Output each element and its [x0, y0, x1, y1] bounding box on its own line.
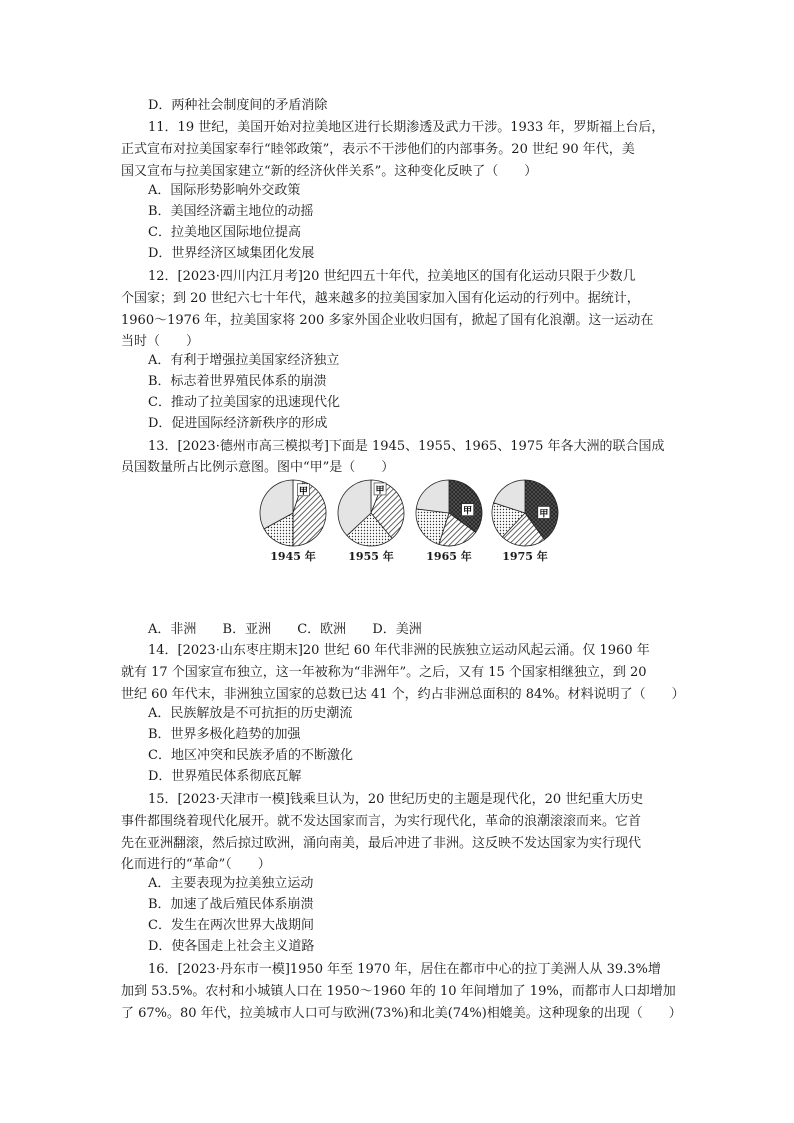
q11-option-a: A．国际形势影响外交政策	[148, 183, 301, 198]
q13-option-c: C．欧洲	[297, 622, 347, 637]
q15-stem-line-2: 事件都围绕着现代化展开。就不发达国家而言，为实行现代化，革命的浪潮滚滚而来。它首	[121, 814, 642, 829]
q12-option-b: B．标志着世界殖民体系的崩溃	[148, 374, 327, 389]
pie-1945-chart	[258, 478, 328, 548]
pie-1945-caption: 1945 年	[270, 550, 316, 563]
q15-option-d: D．使各国走上社会主义道路	[148, 939, 315, 954]
pie-label-jia	[297, 484, 309, 497]
q15-option-a: A．主要表现为拉美独立运动	[148, 876, 314, 891]
q12-option-c: C．推动了拉美国家的迅速现代化	[148, 395, 340, 410]
q11-stem-line-2: 正式宣布对拉美国家奉行“睦邻政策”，表示不干涉他们的内部事务。20 世纪 90 年代，美	[121, 142, 635, 157]
q14-option-c: C．地区冲突和民族矛盾的不断激化	[148, 748, 353, 763]
pie-1975	[490, 478, 560, 570]
q14-option-d: D．世界殖民体系彻底瓦解	[148, 769, 302, 784]
q12-option-d: D．促进国际经济新秩序的形成	[148, 416, 328, 431]
q11-stem-line-3: 国又宣布与拉美国家建立“新的经济伙伴关系”。这种变化反映了（ ）	[121, 164, 538, 179]
q10-option-d: D．两种社会制度间的矛盾消除	[148, 98, 328, 113]
q11-option-d: D．世界经济区域集团化发展	[148, 246, 315, 261]
pie-label-jia	[538, 506, 550, 519]
pie-1955-caption: 1955 年	[348, 550, 394, 563]
q14-option-b: B．世界多极化趋势的加强	[148, 727, 301, 742]
q12-stem-line-3: 1960～1976 年，拉美国家将 200 多家外国企业收归国有，掀起了国有化浪潮。这一运动在	[121, 313, 654, 328]
pie-label-jia	[462, 504, 474, 517]
pie-1955	[336, 478, 406, 570]
svg-text:甲: 甲	[539, 509, 549, 520]
q12-stem-line-2: 个国家；到 20 世纪六七十年代，越来越多的拉美国家加入国有化运动的行列中。据统计，	[121, 291, 640, 306]
q13-stem-line-2: 员国数量所占比例示意图。图中“甲”是（ ）	[121, 460, 395, 475]
q15-stem-line-1: 15．[2023·天津市一模]钱乘旦认为，20 世纪历史的主题是现代化，20 世纪重大历史	[148, 792, 644, 807]
q16-stem-line-2: 加到 53.5%。农村和小城镇人口在 1950～1960 年的 10 年间增加了 19%，而都市人口却增加	[121, 984, 676, 999]
pie-1965-chart	[414, 478, 484, 548]
pie-label-jia	[374, 483, 386, 496]
q15-option-c: C．发生在两次世界大战期间	[148, 918, 314, 933]
pie-1945	[258, 478, 328, 570]
q15-option-b: B．加速了战后殖民体系崩溃	[148, 897, 314, 912]
pie-1975-chart	[490, 478, 560, 548]
svg-text:甲: 甲	[298, 486, 308, 497]
q12-stem-line-1: 12．[2023·四川内江月考]20 世纪四五十年代，拉美地区的国有化运动只限于少数几	[148, 269, 636, 284]
q11-option-b: B．美国经济霸主地位的动摇	[148, 204, 314, 219]
q13-option-a: A．非洲	[148, 622, 197, 637]
q12-stem-line-4: 当时（ ）	[121, 334, 200, 349]
q11-stem-line-1: 11．19 世纪，美国开始对拉美地区进行长期渗透及武力干涉。1933 年，罗斯福上台后，	[148, 120, 665, 135]
q14-option-a: A．民族解放是不可抗拒的历史潮流	[148, 706, 353, 721]
q11-option-c: C．拉美地区国际地位提高	[148, 225, 301, 240]
pie-1975-caption: 1975 年	[502, 550, 548, 563]
q16-stem-line-3: 了 67%。80 年代，拉美城市人口可与欧洲(73%)和北美(74%)相媲美。这种现象的出现（ ）	[121, 1006, 682, 1021]
pie-1965	[414, 478, 484, 570]
q16-stem-line-1: 16．[2023·丹东市一模]1950 年至 1970 年，居住在都市中心的拉丁美洲人从 39.3%增	[148, 962, 661, 977]
pie-1955-chart	[336, 478, 406, 548]
pie-1965-caption: 1965 年	[426, 550, 472, 563]
q13-pie-figure	[258, 478, 558, 570]
q14-stem-line-1: 14．[2023·山东枣庄期末]20 世纪 60 年代非洲的民族独立运动风起云涌。仅 1960 年	[148, 643, 650, 658]
q13-options	[148, 619, 444, 640]
q14-stem-line-3: 世纪 60 年代末，非洲独立国家的总数已达 41 个，约占非洲总面积的 84%。材料说明了（ ）	[121, 687, 685, 702]
q13-option-d: D．美洲	[372, 622, 422, 637]
q15-stem-line-4: 化而进行的“革命”（ ）	[121, 857, 271, 872]
q13-option-b: B．亚洲	[222, 622, 272, 637]
q15-stem-line-3: 先在亚洲翻滚，然后掠过欧洲，涌向南美，最后冲进了非洲。这反映不发达国家为实行现代	[121, 836, 642, 851]
q14-stem-line-2: 就有 17 个国家宣布独立，这一年被称为“非洲年”。之后，又有 15 个国家相继独立，到 20	[121, 665, 647, 680]
svg-text:甲: 甲	[463, 506, 473, 517]
q13-stem-line-1: 13．[2023·德州市高三模拟考]下面是 1945、1955、1965、1975 年各大洲的联合国成	[148, 439, 665, 454]
pie-slice	[416, 480, 449, 513]
q12-option-a: A．有利于增强拉美国家经济独立	[148, 353, 340, 368]
svg-text:甲: 甲	[375, 485, 385, 496]
